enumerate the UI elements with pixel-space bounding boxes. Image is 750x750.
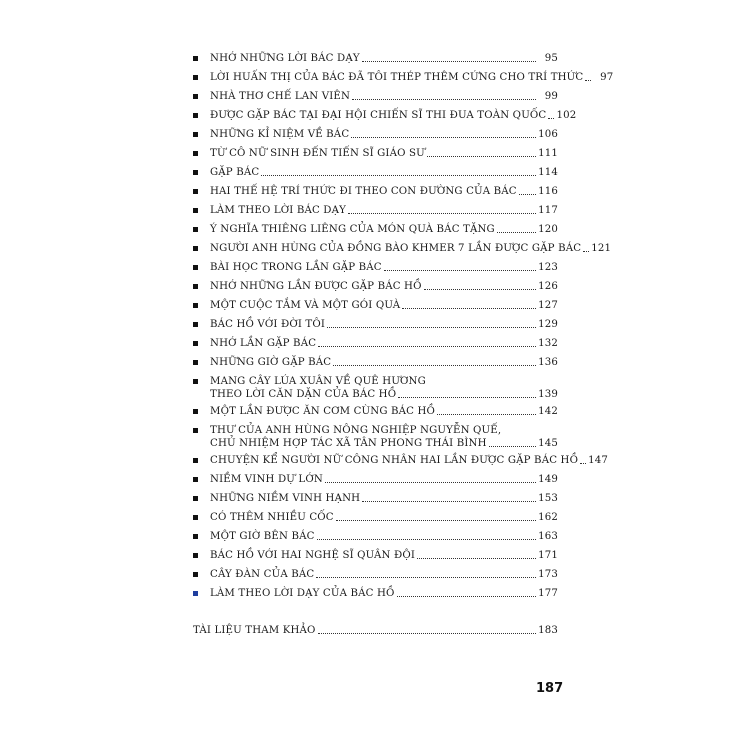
toc-entry-page: 95 xyxy=(544,53,558,64)
bullet-icon xyxy=(193,428,198,433)
toc-entry xyxy=(193,280,558,293)
toc-entry-title: LÀM THEO LỜI DẠY CỦA BÁC HỒ xyxy=(210,588,395,599)
dot-leader xyxy=(384,270,536,271)
toc-entry-title: NHỚ NHỮNG LỜI BÁC DẠY xyxy=(210,53,360,64)
dot-leader xyxy=(333,365,536,366)
toc-entry xyxy=(193,71,614,84)
toc-entry xyxy=(193,356,558,369)
toc-entry xyxy=(193,147,558,160)
toc-entry-title: MANG CÂY LÚA XUÂN VỀ QUÊ HƯƠNG xyxy=(210,376,426,387)
toc-entry-text xyxy=(210,568,558,581)
toc-entry xyxy=(193,530,558,543)
toc-entry-page: 127 xyxy=(538,300,558,311)
toc-entry-page: 145 xyxy=(538,438,558,449)
toc-entry-title: CHUYỆN KỂ NGƯỜI NỮ CÔNG NHÂN HAI LẦN ĐƯỢC GẶP BÁC HỒ xyxy=(210,455,579,466)
bullet-icon xyxy=(193,56,198,61)
dot-leader xyxy=(424,289,536,290)
toc-entry xyxy=(193,90,558,103)
bullet-icon xyxy=(193,189,198,194)
toc-entry xyxy=(193,261,558,274)
dot-leader xyxy=(318,346,536,347)
dot-leader xyxy=(352,99,536,100)
toc-entry xyxy=(193,587,558,600)
dot-leader xyxy=(497,232,536,233)
dot-leader xyxy=(336,520,536,521)
toc-entry-title: MỘT LẦN ĐƯỢC ĂN CƠM CÙNG BÁC HỒ xyxy=(210,406,436,417)
toc-entry-page: 136 xyxy=(538,357,558,368)
dot-leader xyxy=(583,251,589,252)
toc-entry-title: Ý NGHĨA THIÊNG LIÊNG CỦA MÓN QUÀ BÁC TẶNG xyxy=(210,224,495,235)
bullet-icon xyxy=(193,477,198,482)
toc-entry-text xyxy=(210,223,558,236)
dot-leader xyxy=(327,327,536,328)
bullet-icon xyxy=(193,75,198,80)
dot-leader xyxy=(417,558,536,559)
toc-entry xyxy=(193,473,558,486)
dot-leader xyxy=(437,414,536,415)
toc-entry-page: 171 xyxy=(538,550,558,561)
toc-entry xyxy=(193,375,558,401)
toc-entry-page: 99 xyxy=(544,91,558,102)
toc-entry xyxy=(193,337,558,350)
toc-entry-text xyxy=(210,549,558,562)
toc-entry xyxy=(193,454,609,467)
toc-entry-text xyxy=(210,511,558,524)
dot-leader xyxy=(398,397,536,398)
toc-entry-text xyxy=(210,375,558,401)
toc-entry-text xyxy=(210,261,558,274)
bullet-icon xyxy=(193,572,198,577)
toc-entry-page: 117 xyxy=(538,205,558,216)
toc-entry-title: TỪ CÔ NỮ SINH ĐẾN TIẾN SĨ GIÁO SƯ xyxy=(210,148,425,159)
toc-entry-text xyxy=(210,166,558,179)
bullet-icon xyxy=(193,553,198,558)
toc-entry-text xyxy=(210,530,558,543)
toc-entry xyxy=(193,204,558,217)
toc-entry xyxy=(193,109,577,122)
bullet-icon xyxy=(193,379,198,384)
toc-entry xyxy=(193,242,612,255)
dot-leader xyxy=(348,213,536,214)
toc-entry-title-line2: THEO LỜI CĂN DẶN CỦA BÁC HỒ xyxy=(210,389,397,400)
toc-entry-page: 97 xyxy=(600,72,614,83)
bullet-icon xyxy=(193,151,198,156)
toc-entry-page: 162 xyxy=(538,512,558,523)
bullet-icon xyxy=(193,227,198,232)
toc-entry-page: 153 xyxy=(538,493,558,504)
dot-leader xyxy=(318,633,536,634)
bullet-icon xyxy=(193,94,198,99)
toc-entry-title: ĐƯỢC GẶP BÁC TẠI ĐẠI HỘI CHIẾN SĨ THI ĐUA TOÀN QUỐC xyxy=(210,110,547,121)
toc-entry-title: HAI THẾ HỆ TRÍ THỨC ĐI THEO CON ĐƯỜNG CỦA BÁC xyxy=(210,186,517,197)
references-title: TÀI LIỆU THAM KHẢO xyxy=(193,625,316,636)
toc-entry xyxy=(193,549,558,562)
toc-entry-title: MỘT CUỘC TẮM VÀ MỘT GÓI QUÀ xyxy=(210,300,401,311)
toc-entry-title: CÂY ĐÀN CỦA BÁC xyxy=(210,569,315,580)
toc-entry-text xyxy=(210,185,558,198)
dot-leader xyxy=(316,577,536,578)
toc-entry-text xyxy=(210,52,558,65)
toc-entry-text xyxy=(210,204,558,217)
toc-entry xyxy=(193,424,558,450)
dot-leader xyxy=(397,596,536,597)
toc-entry-page: 173 xyxy=(538,569,558,580)
toc-entry xyxy=(193,52,558,65)
bullet-icon xyxy=(193,458,198,463)
dot-leader xyxy=(351,137,536,138)
toc-entry-title-line2: CHỦ NHIỆM HỢP TÁC XÃ TÂN PHONG THÁI BÌNH xyxy=(210,438,487,449)
bullet-icon xyxy=(193,113,198,118)
toc-entry-title: BÀI HỌC TRONG LẦN GẶP BÁC xyxy=(210,262,382,273)
toc-entry-text xyxy=(210,147,558,160)
bullet-icon xyxy=(193,534,198,539)
dot-leader xyxy=(362,501,536,502)
dot-leader xyxy=(548,118,554,119)
bullet-icon xyxy=(193,265,198,270)
toc-entry-page: 123 xyxy=(538,262,558,273)
toc-entry-title: NHỚ LẦN GẶP BÁC xyxy=(210,338,317,349)
toc-entry-title: NHỮNG NIỀM VINH HẠNH xyxy=(210,493,361,504)
toc-entry-title: NGƯỜI ANH HÙNG CỦA ĐỒNG BÀO KHMER 7 LẦN ĐƯỢC GẶP BÁC xyxy=(210,243,582,254)
toc-entry-title: MỘT GIỜ BÊN BÁC xyxy=(210,531,315,542)
toc-entry-text xyxy=(210,280,558,293)
toc-entry-text xyxy=(210,337,558,350)
dot-leader xyxy=(325,482,536,483)
bullet-icon xyxy=(193,341,198,346)
toc-entry-page: 177 xyxy=(538,588,558,599)
toc-entry-page: 111 xyxy=(538,148,558,159)
toc-entry-text xyxy=(210,424,558,450)
bullet-icon xyxy=(193,496,198,501)
toc-entry-title: THƯ CỦA ANH HÙNG NÔNG NGHIỆP NGUYỄN QUẾ, xyxy=(210,425,502,436)
bullet-icon xyxy=(193,515,198,520)
toc-entry xyxy=(193,223,558,236)
toc-entry-text xyxy=(210,299,558,312)
toc-entry-page: 120 xyxy=(538,224,558,235)
toc-entry-title: NHÀ THƠ CHẾ LAN VIÊN xyxy=(210,91,351,102)
bullet-icon xyxy=(193,591,198,596)
dot-leader xyxy=(427,156,536,157)
toc-entry xyxy=(193,318,558,331)
toc-entry-page: 147 xyxy=(588,455,609,466)
toc-entry-title: CÓ THÊM NHIỀU CỐC xyxy=(210,512,334,523)
dot-leader xyxy=(580,463,586,464)
bullet-icon xyxy=(193,284,198,289)
toc-entry-page: 106 xyxy=(538,129,558,140)
toc-entry xyxy=(193,405,558,418)
references-page: 183 xyxy=(538,625,558,636)
toc-entry-page: 139 xyxy=(538,389,558,400)
toc-entry-title: NHỚ NHỮNG LẦN ĐƯỢC GẶP BÁC HỒ xyxy=(210,281,422,292)
toc-entry-text xyxy=(210,587,558,600)
toc-entry-page: 132 xyxy=(538,338,558,349)
toc-entry-title: NHỮNG GIỜ GẶP BÁC xyxy=(210,357,332,368)
toc-entry-page: 116 xyxy=(538,186,558,197)
toc-entry-page: 121 xyxy=(591,243,612,254)
toc-entry-text xyxy=(210,109,576,122)
toc-entry-text xyxy=(210,492,558,505)
bullet-icon xyxy=(193,303,198,308)
toc-entry xyxy=(193,511,558,524)
bullet-icon xyxy=(193,409,198,414)
toc-entry-title: BÁC HỒ VỚI HAI NGHỆ SĨ QUÂN ĐỘI xyxy=(210,550,416,561)
bullet-icon xyxy=(193,132,198,137)
toc-entry-text xyxy=(210,473,558,486)
dot-leader xyxy=(362,61,536,62)
toc-entry-title: LÀM THEO LỜI BÁC DẠY xyxy=(210,205,347,216)
page-number: 187 xyxy=(536,681,564,696)
bullet-icon xyxy=(193,170,198,175)
toc-entry xyxy=(193,299,558,312)
bullet-icon xyxy=(193,208,198,213)
toc-entry-text xyxy=(210,356,558,369)
dot-leader xyxy=(402,308,536,309)
toc-entry-title: NIỀM VINH DỰ LỚN xyxy=(210,474,323,485)
toc-entry-page: 126 xyxy=(538,281,558,292)
toc-entry-page: 102 xyxy=(556,110,577,121)
dot-leader xyxy=(261,175,536,176)
toc-entry xyxy=(193,128,558,141)
toc-entry-title: GẶP BÁC xyxy=(210,167,260,178)
toc-entry-text xyxy=(210,454,608,467)
toc-entry-page: 149 xyxy=(538,474,558,485)
dot-leader xyxy=(585,80,591,81)
references-entry xyxy=(193,624,558,637)
toc-entry xyxy=(193,166,558,179)
toc-entry-page: 142 xyxy=(538,406,558,417)
bullet-icon xyxy=(193,322,198,327)
toc-entry-page: 129 xyxy=(538,319,558,330)
toc-entry xyxy=(193,492,558,505)
table-of-contents xyxy=(193,52,614,606)
bullet-icon xyxy=(193,360,198,365)
toc-entry-text xyxy=(210,405,558,418)
toc-entry-page: 114 xyxy=(538,167,558,178)
toc-entry xyxy=(193,185,558,198)
toc-entry-text xyxy=(210,318,558,331)
toc-entry-text xyxy=(210,242,611,255)
toc-entry-title: LỜI HUẤN THỊ CỦA BÁC ĐÃ TÔI THÉP THÊM CỨNG CHO TRÍ THỨC xyxy=(210,72,584,83)
toc-entry-text xyxy=(210,128,558,141)
toc-entry-text xyxy=(210,90,558,103)
bullet-icon xyxy=(193,246,198,251)
dot-leader xyxy=(519,194,536,195)
toc-entry-text xyxy=(210,71,613,84)
toc-entry-page: 163 xyxy=(538,531,558,542)
toc-entry-title: BÁC HỒ VỚI ĐỜI TÔI xyxy=(210,319,326,330)
toc-entry-title: NHỮNG KỈ NIỆM VỀ BÁC xyxy=(210,129,350,140)
toc-entry xyxy=(193,568,558,581)
dot-leader xyxy=(489,446,536,447)
dot-leader xyxy=(317,539,536,540)
